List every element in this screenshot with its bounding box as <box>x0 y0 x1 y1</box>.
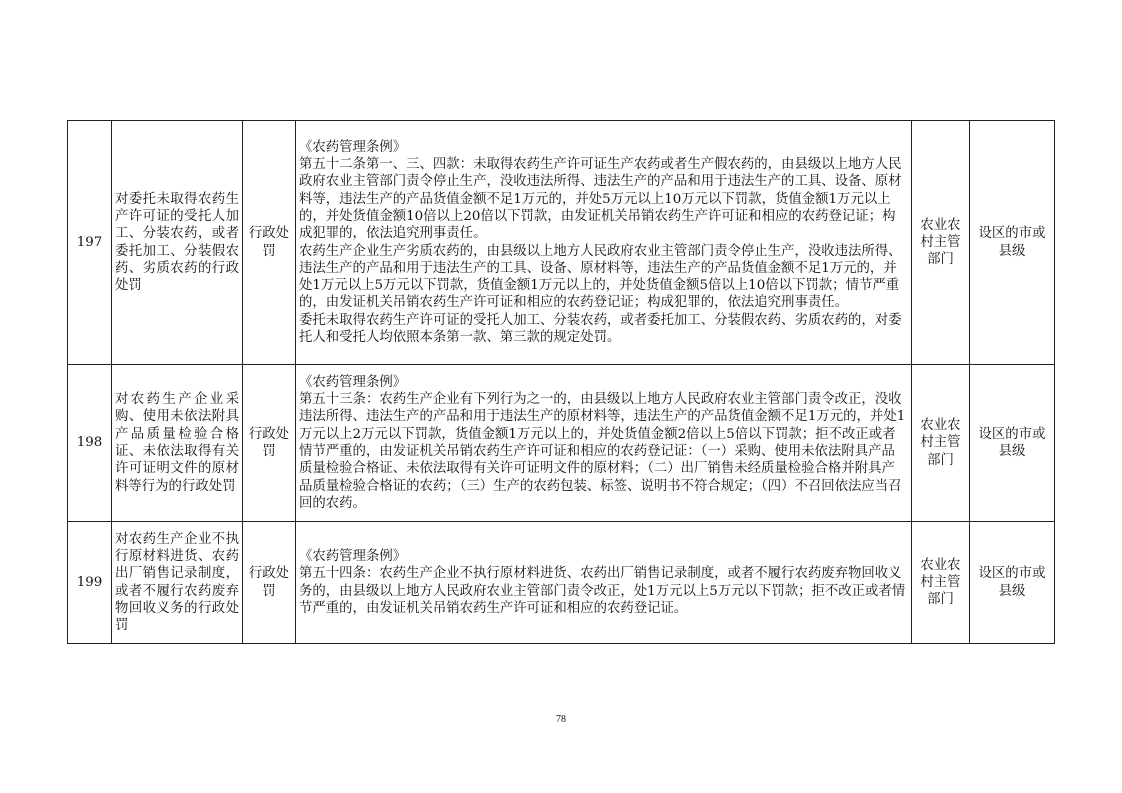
implementation-level: 设区的市或县级 <box>970 522 1055 644</box>
legal-basis <box>296 121 912 365</box>
responsible-department: 农业农村主管部门 <box>912 121 970 365</box>
basis-title: 《农药管理条例》 <box>299 548 407 564</box>
page-number: 78 <box>556 714 566 725</box>
basis-paragraph: 委托未取得农药生产许可证的受托人加工、分装农药，或者委托加工、分装假农药、劣质农药的，对委托人和受托人均依照本条第一款、第三款的规定处罚。 <box>299 312 902 345</box>
item-number: 197 <box>68 121 112 365</box>
basis-paragraph: 第五十二条第一、三、四款：未取得农药生产许可证生产农药或者生产假农药的，由县级以上地方人民政府农业主管部门责令停止生产，没收违法所得、违法生产的产品和用于违法生产的工具、设备、原材料等，违法生产的产品货值金额不足1万元的，并处5万元以上10万元以下罚款，货值金额1万元以上的，并处货值金额10倍以上20倍以下罚款，由发证机关吊销农药生产许可证和相应的农药登记证；构成犯罪的，依法追究刑事责任。 <box>299 157 902 242</box>
responsible-department: 农业农村主管部门 <box>912 522 970 644</box>
basis-title: 《农药管理条例》 <box>299 374 407 390</box>
table-row <box>68 365 1055 522</box>
item-category: 行政处罚 <box>243 121 296 365</box>
basis-paragraph: 农药生产企业生产劣质农药的，由县级以上地方人民政府农业主管部门责令停止生产，没收违法所得、违法生产的产品和用于违法生产的工具、设备、原材料等，违法生产的产品货值金额不足1万元的，并处1万元以上5万元以下罚款，货值金额1万元以上的，并处货值金额5倍以上10倍以下罚款；情节严重的，由发证机关吊销农药生产许可证和相应的农药登记证；构成犯罪的，依法追究刑事责任。 <box>299 243 902 311</box>
implementation-level: 设区的市或县级 <box>970 365 1055 522</box>
item-number: 198 <box>68 365 112 522</box>
implementation-level: 设区的市或县级 <box>970 121 1055 365</box>
item-category: 行政处罚 <box>243 522 296 644</box>
basis-paragraph: 第五十四条：农药生产企业不执行原材料进货、农药出厂销售记录制度，或者不履行农药废弃物回收义务的，由县级以上地方人民政府农业主管部门责令改正，处1万元以上5万元以下罚款；拒不改正或者情节严重的，由发证机关吊销农药生产许可证和相应的农药登记证。 <box>299 566 906 616</box>
item-name: 对农药生产企业不执行原材料进货、农药出厂销售记录制度，或者不履行农药废弃物回收义务的行政处罚 <box>112 522 243 644</box>
table-row <box>68 522 1055 644</box>
legal-basis <box>296 365 912 522</box>
power-list-table <box>67 120 1055 644</box>
item-category: 行政处罚 <box>243 365 296 522</box>
responsible-department: 农业农村主管部门 <box>912 365 970 522</box>
legal-basis <box>296 522 912 644</box>
basis-paragraph: 第五十三条：农药生产企业有下列行为之一的，由县级以上地方人民政府农业主管部门责令改正，没收违法所得、违法生产的产品和用于违法生产的原材料等，违法生产的产品货值金额不足1万元的，并处1万元以上2万元以下罚款，货值金额1万元以上的，并处货值金额2倍以上5倍以下罚款；拒不改正或者情节严重的，由发证机关吊销农药生产许可证和相应的农药登记证：（一）采购、使用未依法附具产品质量检验合格证、未依法取得有关许可证明文件的原材料；（二）出厂销售未经质量检验合格并附具产品质量检验合格证的农药；（三）生产的农药包装、标签、说明书不符合规定；（四）不召回依法应当召回的农药。 <box>299 392 906 511</box>
table-row <box>68 121 1055 365</box>
item-name: 对委托未取得农药生产许可证的受托人加工、分装农药，或者委托加工、分装假农药、劣质农药的行政处罚 <box>112 121 243 365</box>
item-number: 199 <box>68 522 112 644</box>
basis-title: 《农药管理条例》 <box>299 139 407 155</box>
item-name: 对农药生产企业采购、使用未依法附具产品质量检验合格证、未依法取得有关许可证明文件的原材料等行为的行政处罚 <box>112 365 243 522</box>
